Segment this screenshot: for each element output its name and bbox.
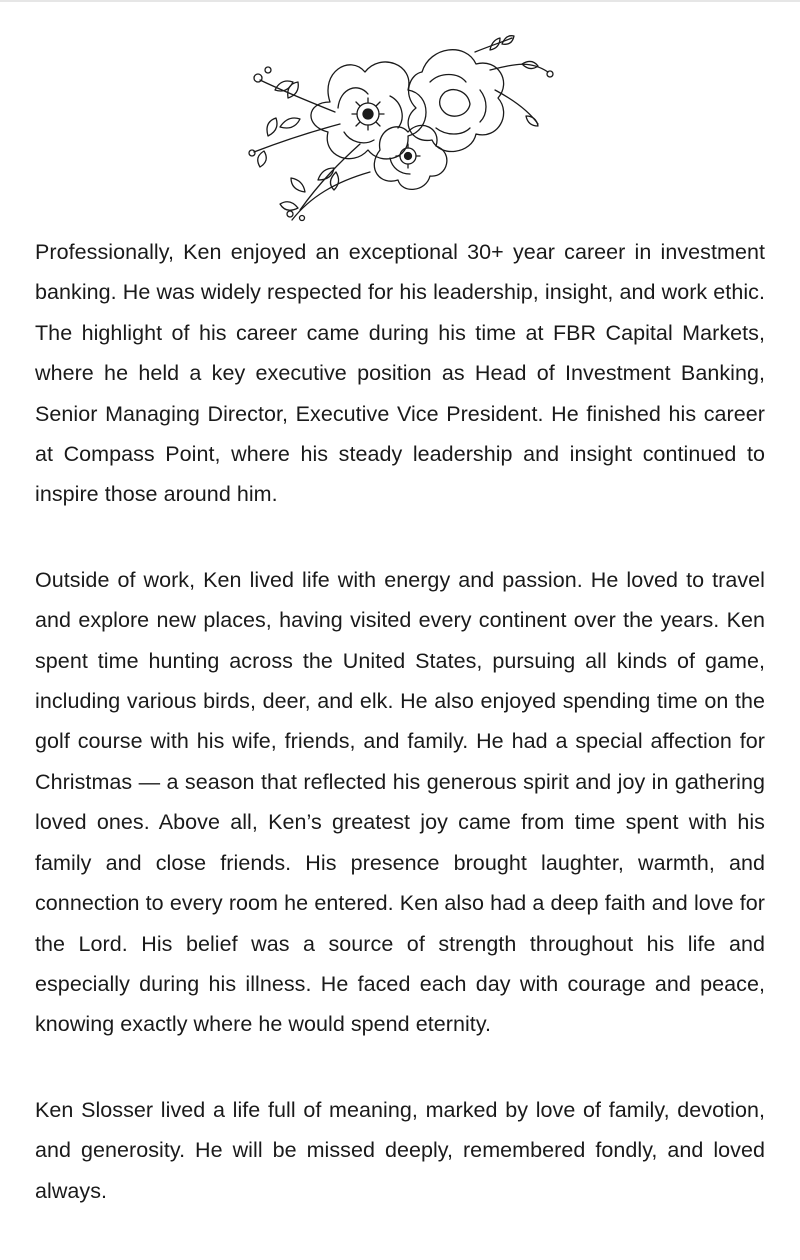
top-divider — [0, 0, 800, 2]
paragraph-personal-life: Outside of work, Ken lived life with energy and passion. He loved to travel and explore new places, having visited every continent over the years. Ken spent time hunting across the United States, pursuing all kinds of game, including various birds, deer, and elk. He also enjoyed spending time on the golf course with his wife, friends, and family. He had a special affection for Christmas — a season that reflected his generous spirit and joy in gathering loved ones. Above all, Ken’s greatest joy came from time spent with his family and close friends. His presence brought laughter, warmth, and connection to every room he entered. Ken also had a deep faith and love for the Lord. His belief was a source of strength throughout his life and especially during his illness. He faced each day with courage and peace, knowing exactly where he would spend eternity. — [35, 567, 765, 1037]
paragraph-career: Professionally, Ken enjoyed an exceptional 30+ year career in investment banking. He was widely respected for his leadership, insight, and work ethic. The highlight of his career came during his time at FBR Capital Markets, where he held a key executive position as Head of Investment Banking, Senior Managing Director, Executive Vice President. He finished his career at Compass Point, where his steady leadership and insight continued to inspire those around him. — [35, 240, 765, 507]
obituary-body — [35, 232, 765, 1256]
floral-sprig-icon — [240, 32, 560, 222]
paragraph-closing: Ken Slosser lived a life full of meaning, marked by love of family, devotion, and generosity. He will be missed deeply, remembered fondly, and loved always. — [35, 1097, 765, 1203]
